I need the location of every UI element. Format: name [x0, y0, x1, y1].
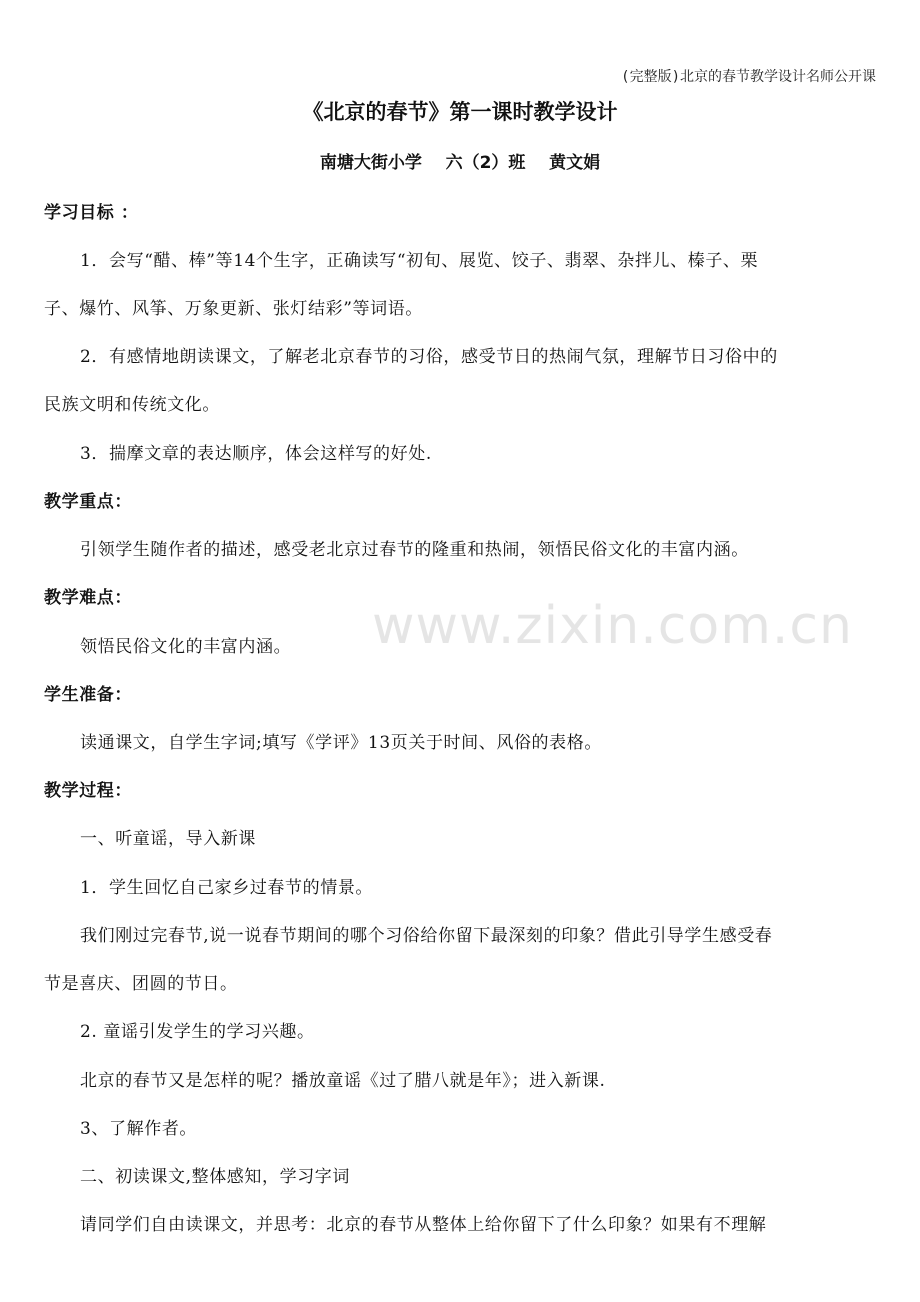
- process-step-1-3: 3、了解作者。: [80, 1119, 198, 1139]
- process-step-2-text: 请同学们自由读课文，并思考：北京的春节从整体上给你留下了什么印象？如果有不理解: [80, 1215, 767, 1235]
- process-step-1-1-text-line1: 我们刚过完春节,说一说春节期间的哪个习俗给你留下最深刻的印象？借此引导学生感受春: [80, 926, 773, 946]
- watermark: www.zixin.com.cn: [372, 596, 853, 656]
- objective-1-line1: 1．会写“醋、棒”等14个生字，正确读写“初旬、展览、饺子、翡翠、杂拌儿、榛子、栗: [80, 251, 759, 271]
- process-step-1-1-text-line2: 节是喜庆、团圆的节日。: [44, 974, 238, 994]
- key-points-heading: 教学重点：: [44, 492, 132, 512]
- process-step-1-2-text: 北京的春节又是怎样的呢？播放童谣《过了腊八就是年》；进入新课.: [80, 1071, 606, 1091]
- prep-heading: 学生准备：: [44, 685, 132, 705]
- process-step-1: 一、听童谣，导入新课: [80, 829, 256, 849]
- key-points-text: 引领学生随作者的描述，感受老北京过春节的隆重和热闹，领悟民俗文化的丰富内涵。: [80, 540, 749, 560]
- prep-text: 读通课文，自学生字词;填写《学评》13页关于时间、风俗的表格。: [80, 733, 602, 753]
- difficulty-text: 领悟民俗文化的丰富内涵。: [80, 637, 292, 657]
- header-note: (完整版)北京的春节教学设计名师公开课: [621, 69, 876, 85]
- page-title: 《北京的春节》第一课时教学设计: [302, 100, 618, 124]
- page-subtitle: 南塘大街小学 六（2）班 黄文娟: [319, 153, 601, 173]
- objective-3: 3．揣摩文章的表达顺序，体会这样写的好处.: [80, 444, 432, 464]
- process-step-2: 二、初读课文,整体感知，学习字词: [80, 1167, 351, 1187]
- objectives-heading: 学习目标 ：: [44, 203, 139, 223]
- process-step-1-1: 1．学生回忆自己家乡过春节的情景。: [80, 878, 374, 898]
- process-step-1-2: 2. 童谣引发学生的学习兴趣。: [80, 1022, 315, 1042]
- objective-2-line2: 民族文明和传统文化。: [44, 395, 220, 415]
- objective-1-line2: 子、爆竹、风筝、万象更新、张灯结彩”等词语。: [44, 299, 423, 319]
- process-heading: 教学过程：: [44, 781, 132, 801]
- objective-2-line1: 2．有感情地朗读课文，了解老北京春节的习俗，感受节日的热闹气氛，理解节日习俗中的: [80, 347, 778, 367]
- difficulty-heading: 教学难点：: [44, 588, 132, 608]
